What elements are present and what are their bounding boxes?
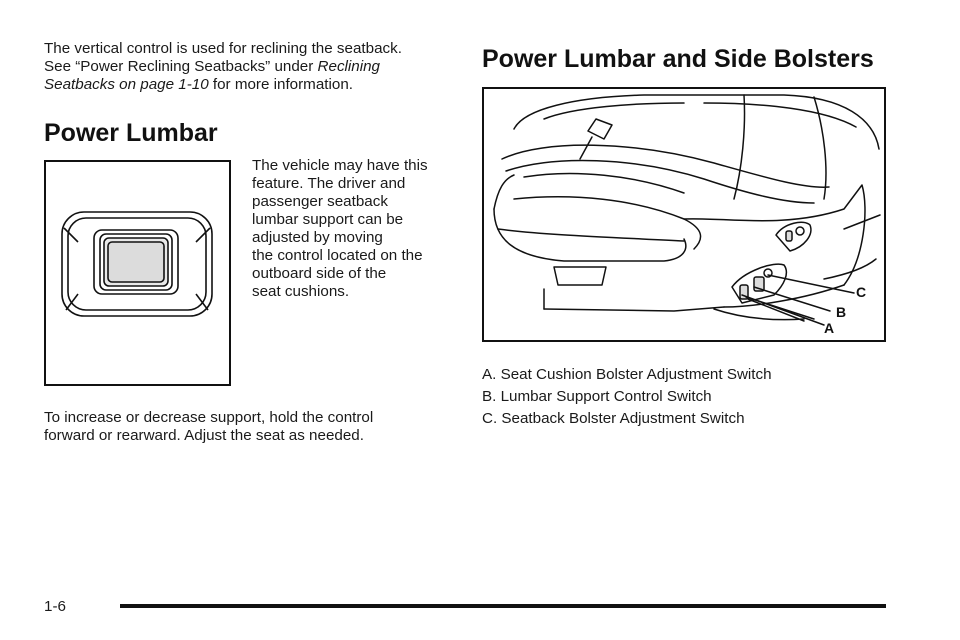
lumbar-desc-line: passenger seatback: [252, 193, 388, 210]
intro-line-3: [44, 76, 454, 94]
figure-captions: [482, 366, 902, 432]
lumbar-desc-line: feature. The driver and: [252, 175, 406, 192]
intro-paragraph: [44, 40, 454, 94]
intro-line-1: The vertical control is used for reclining the seatback.: [44, 40, 402, 57]
footer-rule: [120, 604, 886, 608]
lumbar-switch-figure: [44, 160, 231, 386]
intro-line-2-text: See “Power Reclining Seatbacks” under: [44, 58, 318, 75]
lumbar-description: [252, 157, 457, 301]
power-lumbar-heading: Power Lumbar: [44, 119, 218, 147]
lumbar-desc-line: seat cushions.: [252, 283, 350, 300]
callout-b: B: [836, 304, 847, 320]
intro-link-page-ref[interactable]: Seatbacks on page 1-10: [44, 76, 209, 93]
page-number: 1-6: [44, 598, 66, 615]
intro-link-reclining[interactable]: Reclining: [317, 58, 381, 75]
caption-b: B. Lumbar Support Control Switch: [482, 388, 712, 405]
lumbar-desc-line: the control located on the: [252, 247, 423, 264]
seat-illustration: [484, 89, 884, 340]
seat-bolster-figure: [482, 87, 886, 342]
callout-a: A: [824, 320, 835, 336]
bolsters-heading: Power Lumbar and Side Bolsters: [482, 45, 874, 73]
lumbar-instr-line: forward or rearward. Adjust the seat as needed.: [44, 427, 364, 444]
lumbar-desc-line: The vehicle may have this: [252, 157, 428, 174]
lumbar-desc-line: lumbar support can be: [252, 211, 404, 228]
lumbar-desc-line: adjusted by moving: [252, 229, 383, 246]
intro-line-3-text: for more information.: [208, 76, 353, 93]
caption-a: A. Seat Cushion Bolster Adjustment Switch: [482, 366, 772, 383]
intro-line-2: [44, 58, 454, 76]
lumbar-instr-line: To increase or decrease support, hold the control: [44, 409, 374, 426]
lumbar-desc-line: outboard side of the: [252, 265, 387, 282]
callout-c: C: [856, 284, 867, 300]
lumbar-switch-illustration: [46, 162, 229, 384]
lumbar-instructions: [44, 409, 464, 445]
caption-c: C. Seatback Bolster Adjustment Switch: [482, 410, 745, 427]
